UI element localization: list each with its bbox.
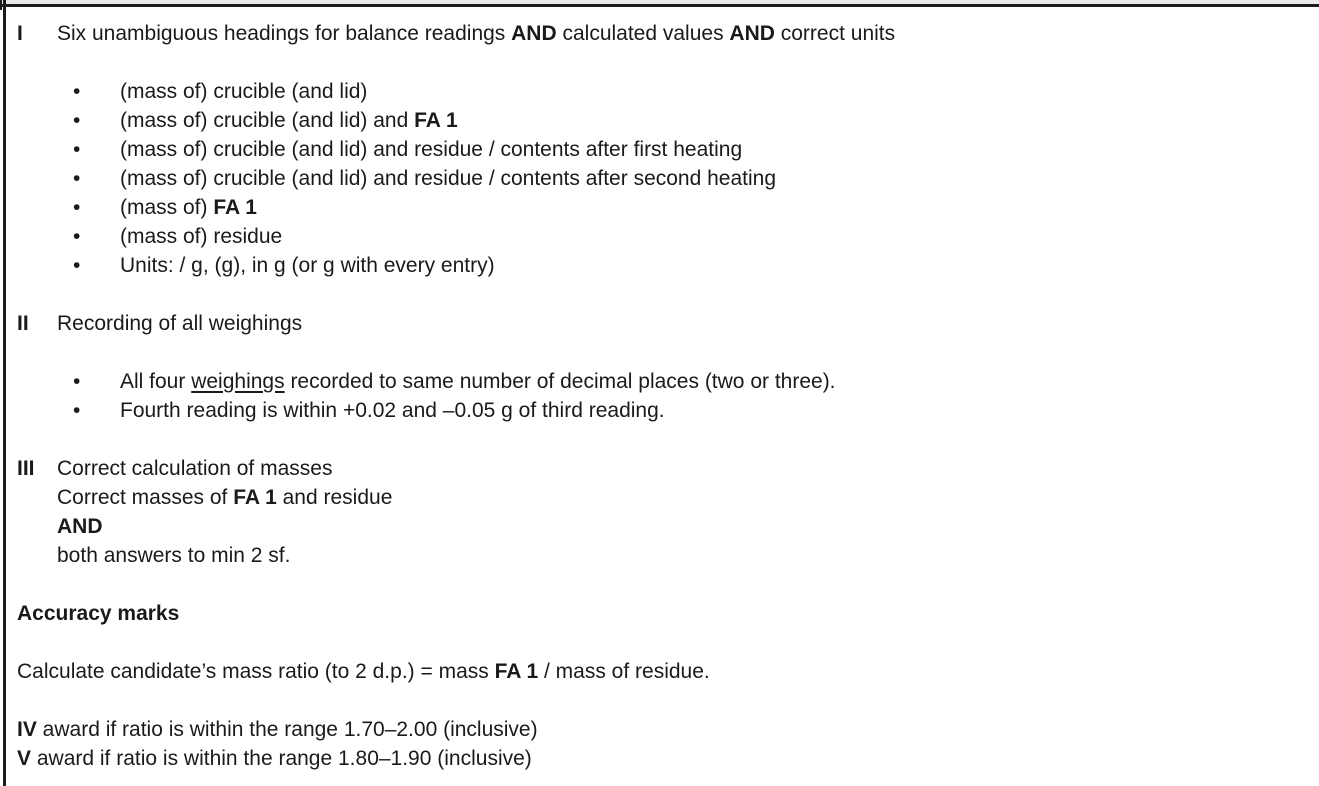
bullet-item <box>17 396 1295 425</box>
accuracy-marks-title: Accuracy marks <box>17 602 180 625</box>
bullet-text: (mass of) crucible (and lid) and residue / contents after first heating <box>120 138 743 161</box>
bullet-text: (mass of) crucible (and lid) and residue / contents after second heating <box>120 167 777 190</box>
bullet-icon: • <box>73 80 81 103</box>
section-1 <box>17 19 1295 48</box>
section-3-heading-row <box>17 454 1295 483</box>
section-2-heading-row <box>17 309 1295 338</box>
bullet-item <box>17 77 1295 106</box>
bullet-icon: • <box>73 370 81 393</box>
section-1-heading-text: Six unambiguous headings for balance readings AND calculated values AND correct units <box>57 22 896 45</box>
bullet-item <box>17 135 1295 164</box>
section-2-numeral: II <box>17 312 29 335</box>
ratio-calculation-text: Calculate candidate’s mass ratio (to 2 d.p.) = mass FA 1 / mass of residue. <box>17 660 710 683</box>
bullet-item <box>17 251 1295 280</box>
mark-scheme-cell-content <box>6 7 1319 773</box>
table-border-corner-notch <box>0 0 2 10</box>
bullet-icon: • <box>73 196 81 219</box>
bullet-text: (mass of) crucible (and lid) and FA 1 <box>120 109 458 132</box>
ratio-calculation-line <box>17 657 1295 686</box>
bullet-item <box>17 106 1295 135</box>
section-2 <box>17 309 1295 338</box>
bullet-text: Units: / g, (g), in g (or g with every entry) <box>120 254 495 277</box>
section-2-bullet-list <box>17 367 1295 425</box>
bullet-icon: • <box>73 109 81 132</box>
section-3-line: Correct masses of FA 1 and residue <box>57 486 393 509</box>
section-1-heading-row <box>17 19 1295 48</box>
bullet-icon: • <box>73 138 81 161</box>
bullet-item <box>17 367 1295 396</box>
bullet-icon: • <box>73 254 81 277</box>
bullet-text: All four weighings recorded to same number of decimal places (two or three). <box>120 370 836 393</box>
section-1-numeral: I <box>17 22 23 45</box>
bullet-text: Fourth reading is within +0.02 and –0.05 g of third reading. <box>120 399 665 422</box>
section-3 <box>17 454 1295 570</box>
bullet-icon: • <box>73 225 81 248</box>
bullet-icon: • <box>73 399 81 422</box>
section-3-line: AND <box>57 515 103 538</box>
section-3-line: Correct calculation of masses <box>57 457 333 480</box>
bullet-text: (mass of) crucible (and lid) <box>120 80 368 103</box>
bullet-item <box>17 193 1295 222</box>
accuracy-marks-heading <box>17 599 1295 628</box>
section-1-bullet-list <box>17 77 1295 280</box>
bullet-item <box>17 222 1295 251</box>
bullet-item <box>17 164 1295 193</box>
section-3-body <box>57 483 1295 570</box>
section-3-numeral: III <box>17 457 35 480</box>
award-criteria <box>17 715 1295 773</box>
section-2-heading-text: Recording of all weighings <box>57 312 303 335</box>
award-line-iv: IV award if ratio is within the range 1.70–2.00 (inclusive) <box>17 718 538 741</box>
section-3-line: both answers to min 2 sf. <box>57 544 291 567</box>
award-line-v: V award if ratio is within the range 1.80–1.90 (inclusive) <box>17 747 532 770</box>
bullet-icon: • <box>73 167 81 190</box>
bullet-text: (mass of) residue <box>120 225 283 248</box>
bullet-text: (mass of) FA 1 <box>120 196 257 219</box>
